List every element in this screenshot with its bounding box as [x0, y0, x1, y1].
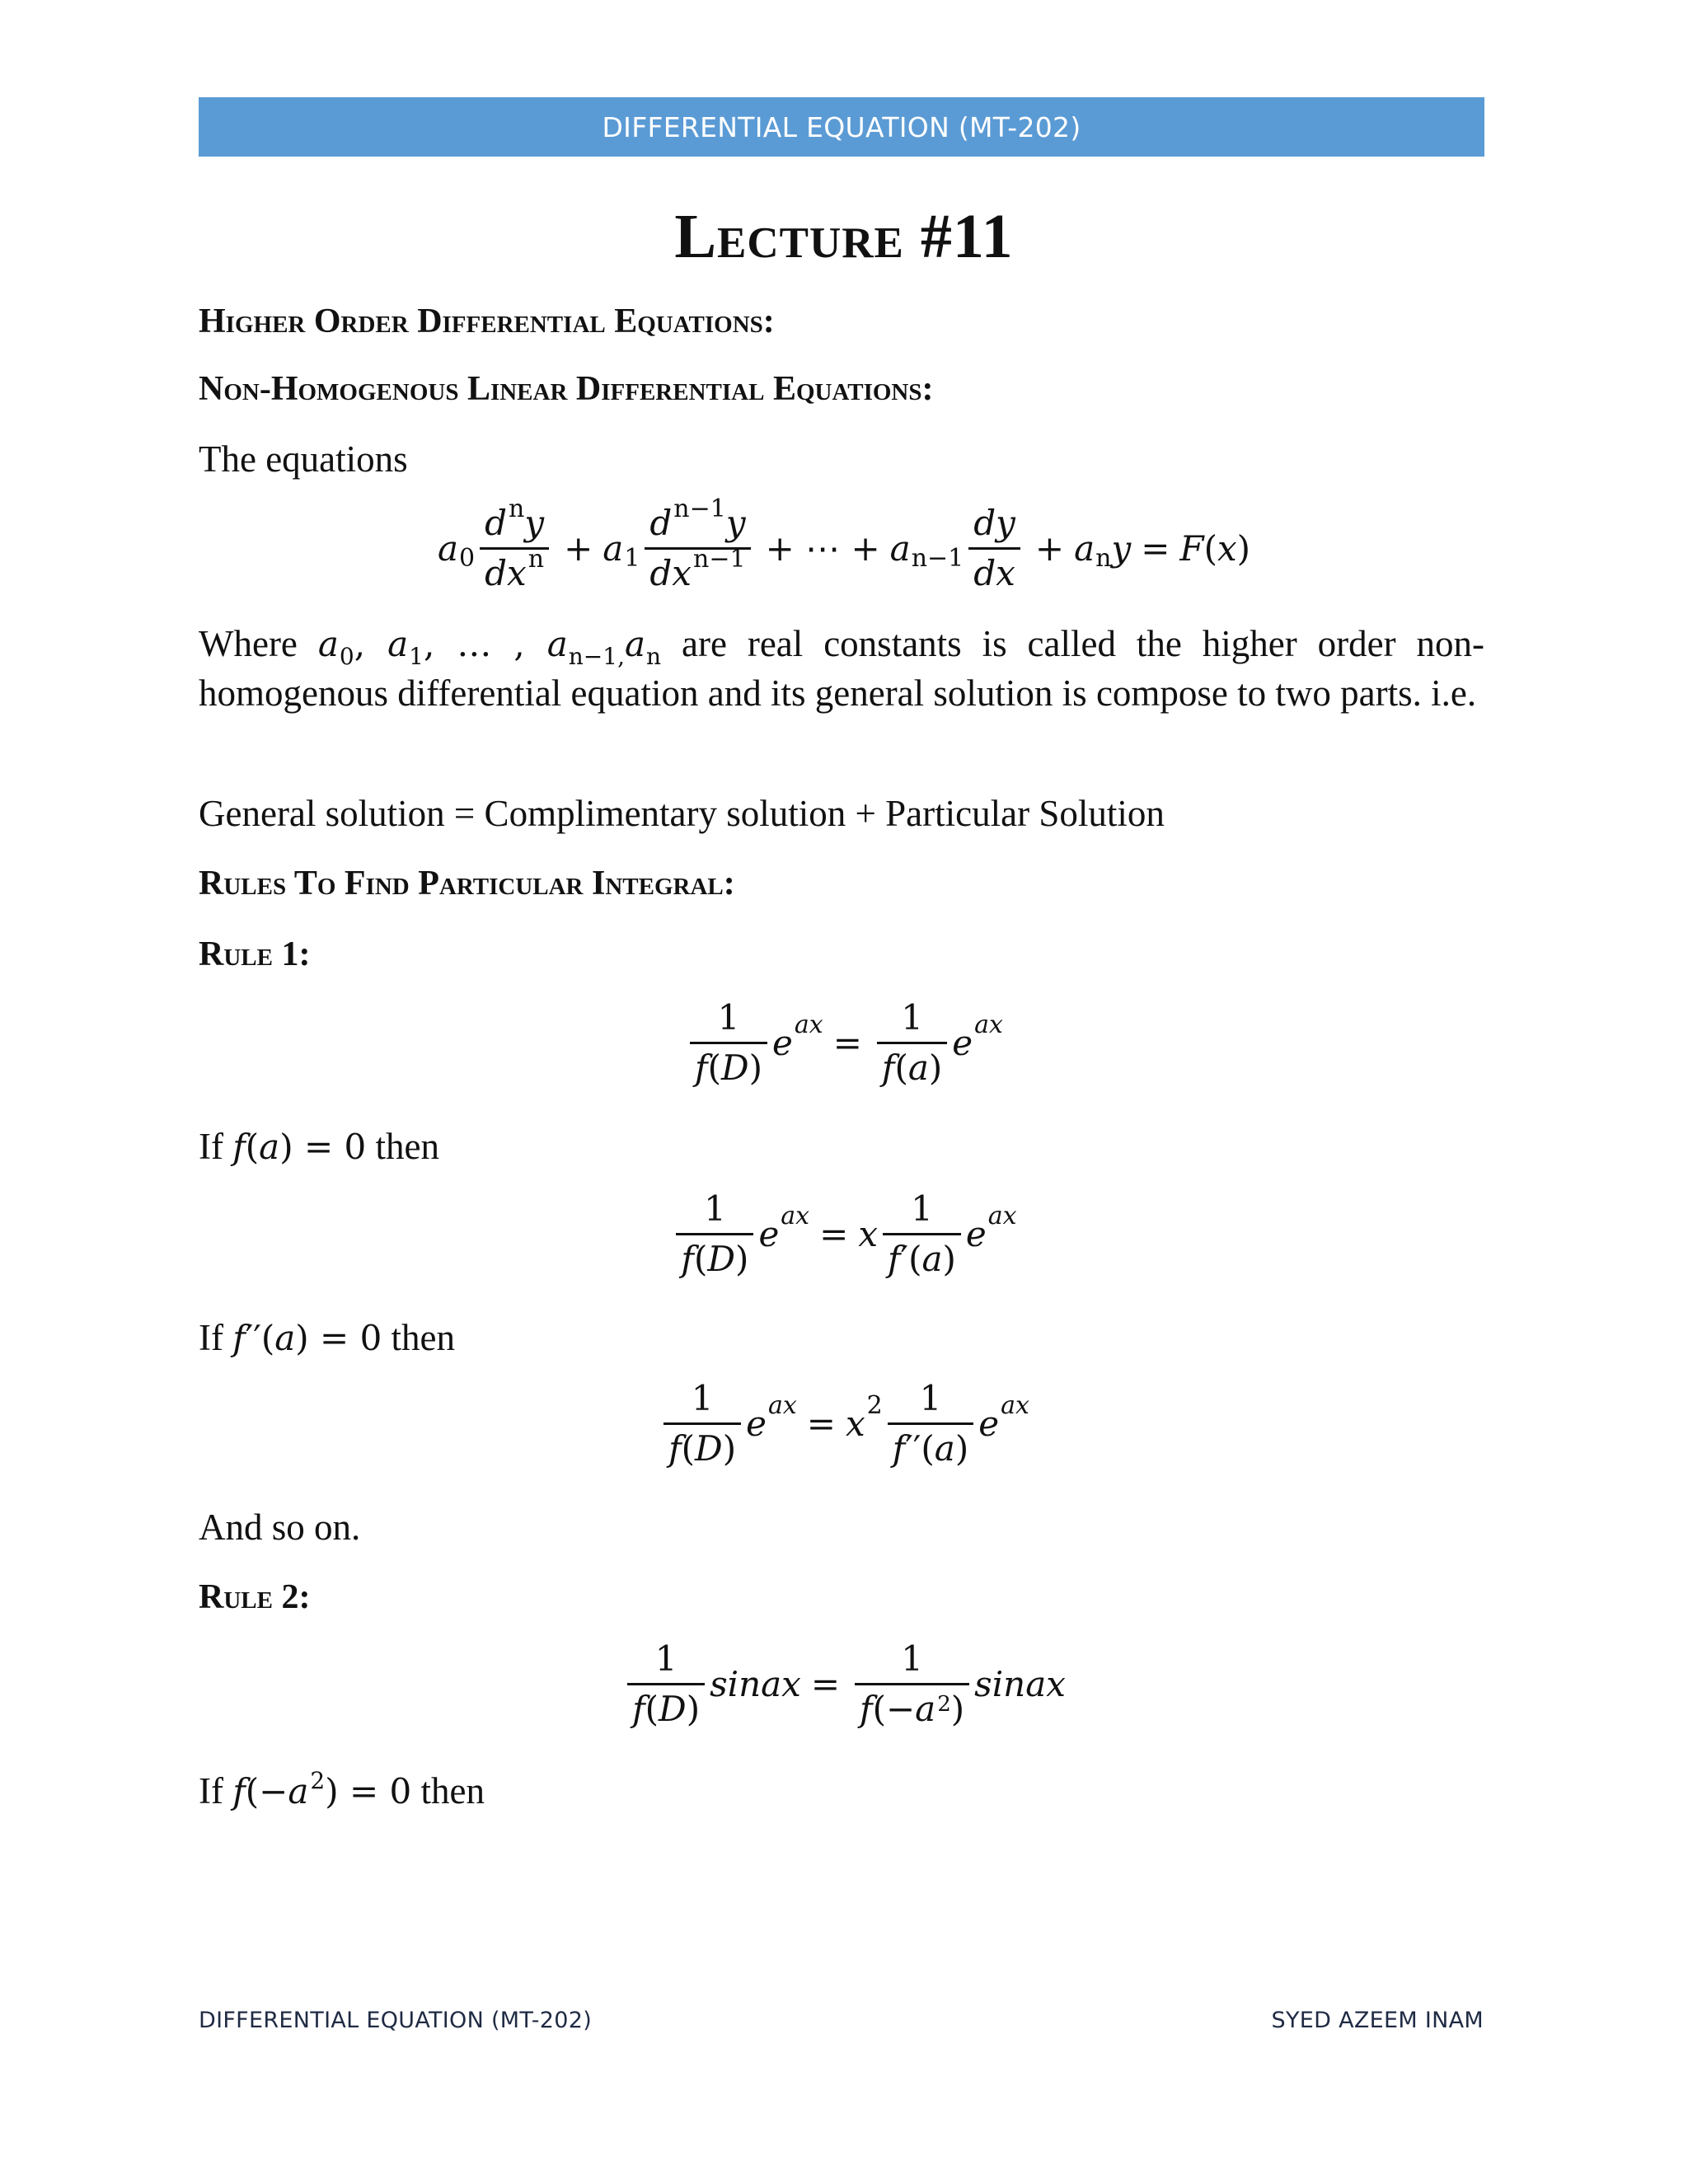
lecture-title: Lecture #11: [674, 202, 1014, 271]
math-constants: $a_0$, $a_1$, … , $a_{n-1,}a_n$: [317, 624, 662, 670]
text-and-so-on: And so on.: [199, 1507, 361, 1548]
text-the-equations: The equations: [199, 438, 408, 480]
text-if-fppa-zero: If f′′(a) = 0 then: [199, 1317, 456, 1358]
footer-left: DIFFERENTIAL EQUATION (MT-202): [199, 2008, 593, 2033]
heading-higher-order: Higher Order Differential Equations:: [199, 302, 775, 340]
math-fppa-zero: f′′(a) = 0: [232, 1318, 382, 1358]
math-f-neg-a2-zero: $f(-a^2) = 0$: [232, 1767, 412, 1811]
heading-rules: Rules To Find Particular Integral:: [199, 865, 735, 902]
text-general-solution: General solution = Complimentary solution + Particular Solution: [199, 793, 1165, 834]
header-title: DIFFERENTIAL EQUATION (MT-202): [602, 110, 1081, 143]
text-if-fa-zero: If f(a) = 0 then: [199, 1126, 439, 1167]
heading-rule-2: Rule 2:: [199, 1578, 311, 1616]
heading-rule-1: Rule 1:: [199, 935, 311, 973]
header-bar: [199, 97, 1484, 157]
text-where-paragraph: [199, 620, 1484, 719]
equation-rule1-basic: $\frac{1}{f(D)}$ e ax = $\frac{1}{f(a)}$ e ax: [0, 999, 1688, 1087]
text-where-suffix: are real constants is called the higher order non-homogenous differential equation and its general solution is compose to two parts. i.e.: [199, 623, 1484, 714]
footer-right: SYED AZEEM INAM: [1271, 2008, 1484, 2033]
equation-rule1-first-derivative: $\frac{1}{f(D)}$ e ax = x $\frac{1}{f'(a)}$ e ax: [0, 1190, 1688, 1278]
heading-non-homogenous: Non-Homogenous Linear Differential Equations:: [199, 370, 934, 408]
text-where-prefix: Where: [199, 623, 298, 664]
math-fa-zero: f(a) = 0: [232, 1127, 367, 1167]
equation-general-form: a 0 $\frac{d^ny}{dx^n}$ + a 1 $\frac{d^{n-1}y}{dx^{n-1}}$ + ⋯ + a n−1 $\frac{dy}{dx}$ + a n y = F ( x ): [437, 494, 1251, 594]
equation-rule1-second-derivative: $\frac{1}{f(D)}$ e ax = x 2 $\frac{1}{f''(a)}$ e ax: [0, 1380, 1688, 1468]
text-if-f-neg-a2-zero: If $f(-a^2) = 0$ then: [199, 1767, 485, 1811]
equation-rule2-sin: $\frac{1}{f(D)}$ sinax = $\frac{1}{f(-a^2)}$ sinax: [0, 1640, 1688, 1728]
